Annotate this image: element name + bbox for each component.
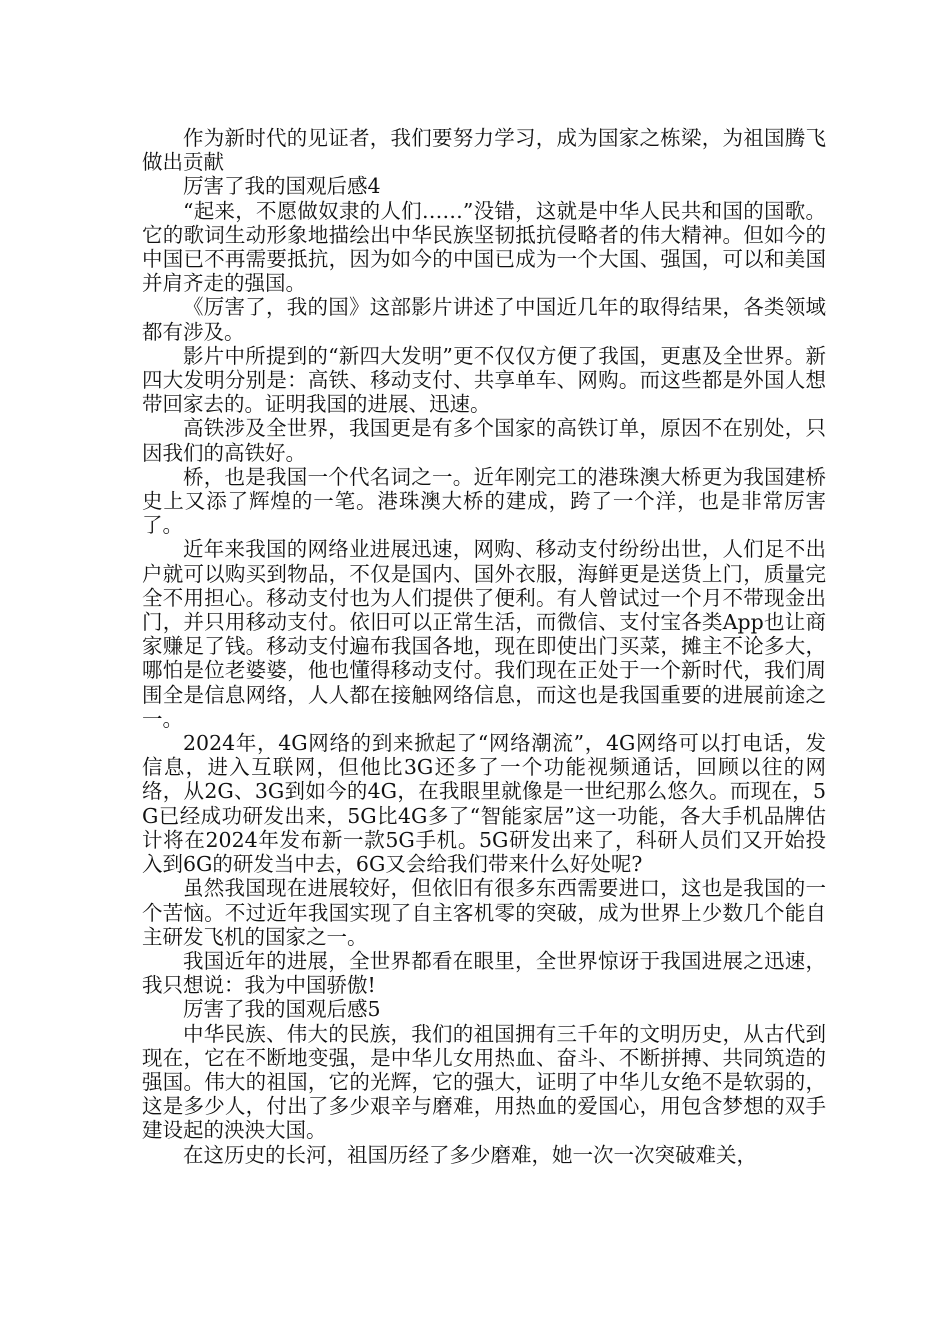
paragraph: 2024年，4G网络的到来掀起了“网络潮流”，4G网络可以打电话，发信息，进入互联网，但他比3G还多了一个功能视频通话，回顾以往的网络，从2G、3G到如今的4G，在我眼里就像是一世纪那么悠久。而现在，5G已经成功研发出来，5G比4G多了“智能家居”这一功能，各大手机品牌估计将在2024年发布新一款5G手机。5G研发出来了，科研人员们又开始投入到6G的研发当中去，6G又会给我们带来什么好处呢? (142, 731, 826, 877)
paragraph: 中华民族、伟大的民族，我们的祖国拥有三千年的文明历史，从古代到现在，它在不断地变强，是中华儿女用热血、奋斗、不断拼搏、共同筑造的强国。伟大的祖国，它的光辉，它的强大，证明了中华儿女绝不是软弱的，这是多少人，付出了多少艰辛与磨难，用热血的爱国心，用包含梦想的双手建设起的泱泱大国。 (142, 1021, 826, 1143)
paragraph: 我国近年的进展，全世界都看在眼里，全世界惊讶于我国进展之迅速，我只想说：我为中国骄傲! (142, 948, 826, 998)
section-heading: 厉害了我的国观后感5 (183, 997, 381, 1022)
paragraph: 影片中所提到的“新四大发明”更不仅仅方便了我国，更惠及全世界。新四大发明分别是：高铁、移动支付、共享单车、网购。而这些都是外国人想带回家去的。证明我国的进展、迅速。 (142, 343, 826, 417)
section-heading: 厉害了我的国观后感4 (183, 174, 381, 199)
paragraph: 作为新时代的见证者，我们要努力学习，成为国家之栋梁，为祖国腾飞做出贡献 (142, 126, 826, 175)
paragraph: 桥，也是我国一个代名词之一。近年刚完工的港珠澳大桥更为我国建桥史上又添了辉煌的一笔。港珠澳大桥的建成，跨了一个洋，也是非常厉害了。 (142, 464, 826, 538)
paragraph: 高铁涉及全世界，我国更是有多个国家的高铁订单，原因不在别处，只因我们的高铁好。 (142, 416, 826, 465)
paragraph: “起来，不愿做奴隶的人们……”没错，这就是中华人民共和国的国歌。它的歌词生动形象地描绘出中华民族坚韧抵抗侵略者的伟大精神。但如今的中国已不再需要抵抗，因为如今的中国已成为一个大国、强国，可以和美国并肩齐走的强国。 (142, 198, 826, 296)
paragraph: 近年来我国的网络业进展迅速，网购、移动支付纷纷出世，人们足不出户就可以购买到物品，不仅是国内、国外衣服，海鲜更是送货上门，质量完全不用担心。移动支付也为人们提供了便利。有人曾试过一个月不带现金出门，并只用移动支付。依旧可以正常生活，而微信、支付宝各类App也让商家赚足了钱。移动支付遍布我国各地，现在即使出门买菜，摊主不论多大，哪怕是位老婆婆，他也懂得移动支付。我们现在正处于一个新时代，我们周围全是信息网络，人人都在接触网络信息，而这也是我国重要的进展前途之一。 (142, 537, 826, 731)
paragraph: 在这历史的长河，祖国历经了多少磨难，她一次一次突破难关， (183, 1142, 757, 1167)
paragraph: 《厉害了，我的国》这部影片讲述了中国近几年的取得结果，各类领域都有涉及。 (142, 295, 826, 344)
paragraph: 虽然我国现在进展较好，但依旧有很多东西需要进口，这也是我国的一个苦恼。不过近年我国实现了自主客机零的突破，成为世界上少数几个能自主研发飞机的国家之一。 (142, 876, 826, 949)
document-page (142, 126, 826, 1167)
